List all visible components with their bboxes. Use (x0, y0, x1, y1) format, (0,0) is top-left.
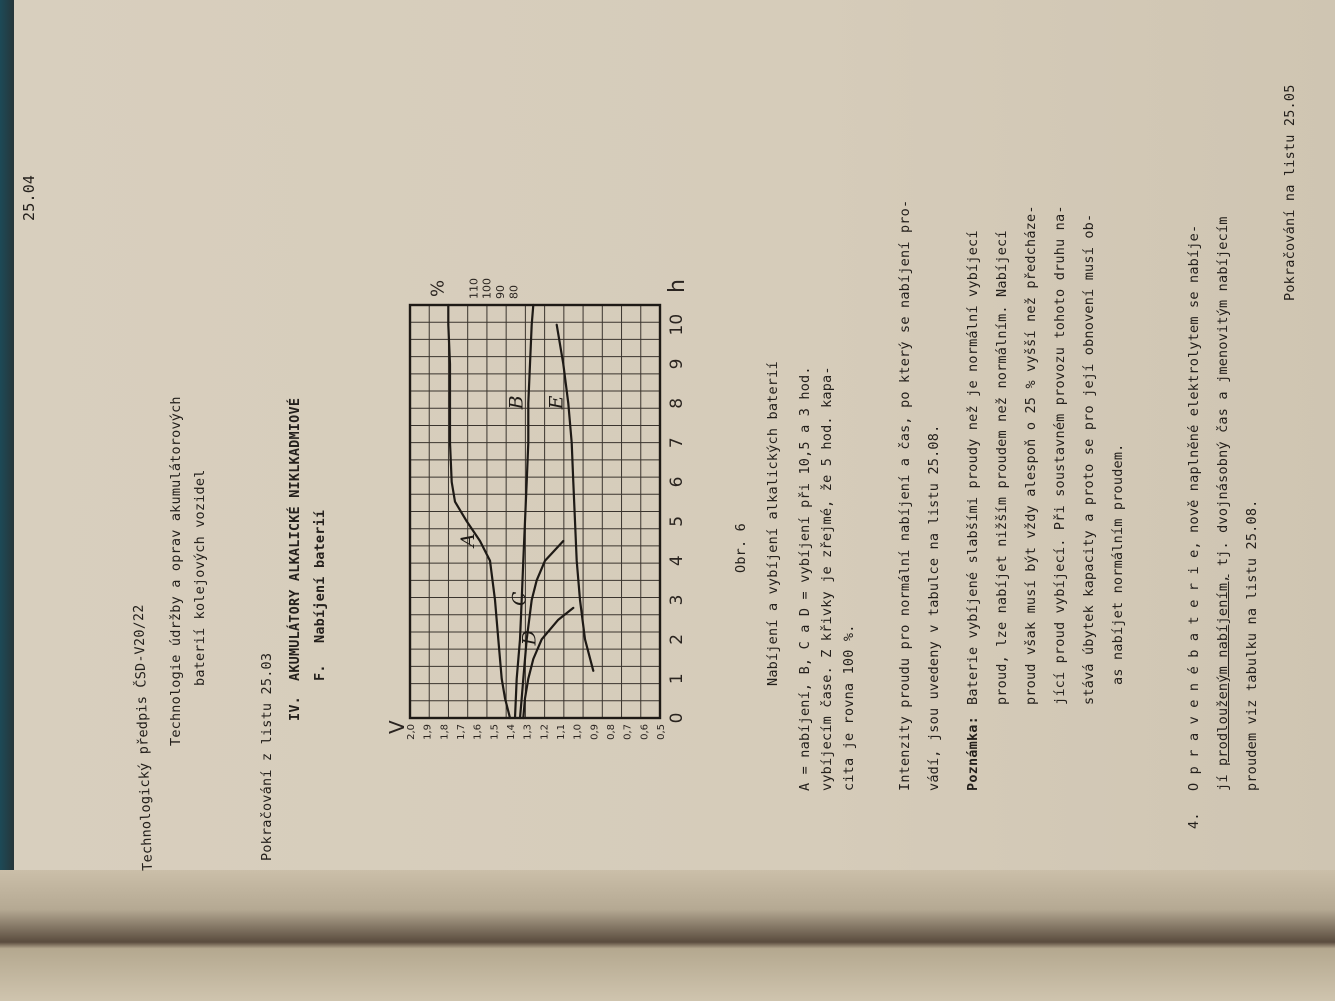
note-line-3: proud však musí být vždy alespoň o 25 % vyšší než předcháze- (1023, 205, 1039, 705)
figure-legend-line-1: A = nabíjení, B, C a D = vybíjení při 10,5 a 3 hod. (797, 366, 813, 791)
continuation-from: Pokračování z listu 25.03 (259, 652, 275, 861)
item-line-2-underlined: prodlouženým nabíjením, (1215, 574, 1231, 767)
x-tick-label: 10 (667, 313, 687, 336)
section-number: IV. (287, 696, 303, 721)
curve-e (557, 325, 594, 671)
note-line-2: proud, lze nabíjet nižším proudem než normálním. Nabíjecí (994, 230, 1010, 705)
y-tick-label: 0,6 (639, 724, 651, 740)
y-tick-label: 0,8 (606, 724, 617, 740)
figure-label: Obr. 6 (733, 523, 749, 573)
y-tick-label: 2,0 (406, 724, 417, 740)
x-tick-label: 2 (667, 633, 687, 645)
y-tick-label: 1,5 (489, 724, 501, 740)
item-heading: O p r a v e n é b a t e r i e (1186, 549, 1202, 791)
regulation-header: Technologický předpis ČSD-V20/22 (130, 604, 156, 871)
y2-tick-label: 110 (467, 278, 481, 299)
y-tick-label: 1,9 (422, 724, 434, 740)
y-tick-label: 1,1 (556, 724, 567, 740)
note-line-1: Baterie vybíjené slabšími proudy než je normální vybíjecí (965, 230, 981, 705)
item-line-3: proudem viz tabulku na listu 25.08. (1244, 499, 1260, 791)
note-line-4: jící proud vybíjecí. Při soustavném provozu tohoto druhu na- (1052, 205, 1068, 705)
page-number: 25.04 (20, 174, 38, 221)
note-line-5: stává úbytek kapacity a proto se pro její obnovení musí ob- (1081, 213, 1097, 705)
x-tick-label: 3 (667, 594, 687, 606)
y-tick-label: 1,4 (506, 724, 517, 740)
y-tick-label: 1,7 (456, 724, 467, 740)
item-line-2-rest: tj. dvojnásobný čas a jmenovitým nabíjecím (1215, 216, 1231, 567)
x-axis-label: h (665, 279, 690, 293)
y2-tick-label: 90 (494, 285, 507, 299)
subsection-letter: F. (312, 664, 328, 681)
curve-label-e: E (545, 395, 568, 410)
item-line-1-rest: , nově naplněné elektrolytem se nabíje- (1186, 224, 1202, 550)
figure-legend-line-3: cita je rovna 100 %. (841, 624, 857, 791)
x-tick-label: 1 (667, 673, 687, 685)
x-tick-label: 5 (667, 515, 687, 527)
item-number: 4. (1186, 812, 1202, 829)
y-tick-label: 1,3 (522, 724, 534, 740)
y-tick-label: 1,6 (472, 724, 484, 740)
item-line-1 (1186, 225, 1202, 791)
title-line-1: Technologie údržby a oprav akumulátorových (168, 396, 184, 746)
curve-label-c: C (508, 591, 531, 606)
y-tick-label: 0,5 (656, 724, 667, 740)
note-line-6: as nabíjet normálním proudem. (1110, 443, 1126, 685)
curve-label-d: D (518, 630, 541, 646)
title-line-2: baterií kolejových vozidel (192, 469, 208, 686)
y-tick-label: 0,9 (589, 724, 601, 740)
curve-label-b: B (505, 395, 528, 410)
y2-tick-label: 80 (507, 285, 521, 299)
y-axis-label: V (385, 720, 409, 734)
item-line-2-prefix: jí (1215, 774, 1231, 791)
x-tick-label: 6 (667, 476, 687, 488)
y2-axis-label: % (427, 279, 449, 297)
x-tick-label: 4 (667, 555, 687, 567)
x-tick-label: 7 (667, 437, 687, 449)
figure-caption: Nabíjení a vybíjení alkalických baterií (765, 361, 781, 686)
y-tick-label: 1,0 (572, 724, 584, 740)
y2-tick-label: 100 (480, 278, 494, 299)
x-tick-label: 9 (667, 358, 687, 370)
x-tick-label: 8 (667, 397, 687, 409)
item-line-2 (1215, 216, 1231, 791)
paragraph-line-2: vádí, jsou uvedeny v tabulce na listu 25.08. (926, 424, 942, 791)
y-tick-label: 0,7 (622, 724, 634, 740)
y-tick-label: 1,2 (539, 724, 551, 740)
y-tick-label: 1,8 (439, 724, 451, 740)
subsection-title: Nabíjení baterií (312, 509, 328, 643)
figure-legend-line-2: vybíjecím čase. Z křivky je zřejmé, že 5 hod. kapa- (819, 366, 835, 791)
paragraph-line-1: Intenzity proudu pro normální nabíjení a čas, po který se nabíjení pro- (897, 199, 913, 791)
continuation-to: Pokračování na listu 25.05 (1282, 84, 1298, 301)
note-label: Poznámka: (965, 716, 981, 791)
curve-d (523, 608, 573, 718)
section-title: AKUMULÁTORY ALKALICKÉ NIKLKADMIOVÉ (287, 397, 303, 681)
x-tick-label: 0 (667, 712, 687, 724)
curve-label-a: A (457, 533, 479, 547)
